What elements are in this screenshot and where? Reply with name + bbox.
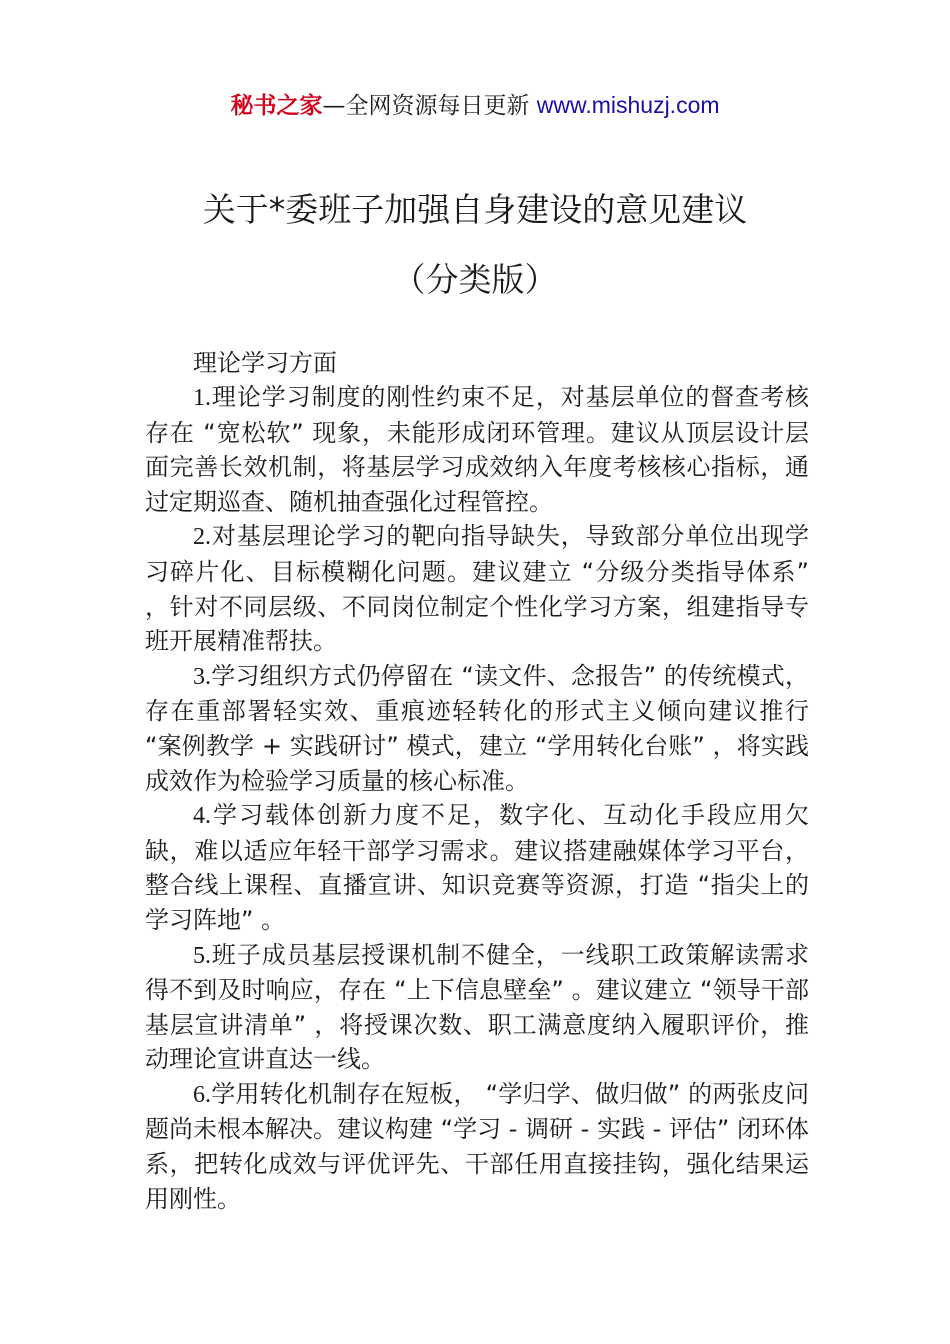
item-number: 3. bbox=[193, 663, 211, 690]
site-tagline: —全网资源每日更新 bbox=[322, 93, 537, 119]
list-item bbox=[145, 1077, 809, 1216]
list-item bbox=[145, 798, 809, 937]
item-number: 5. bbox=[193, 942, 211, 969]
item-number: 1. bbox=[193, 385, 211, 411]
item-number: 4. bbox=[193, 803, 211, 830]
item-number: 2. bbox=[193, 524, 211, 551]
document-body bbox=[145, 346, 809, 1216]
site-header bbox=[0, 88, 950, 123]
item-text: 理论学习制度的刚性约束不足，对基层单位的督查考核存在 “宽松软” 现象，未能形成闭环管理。建议从顶层设计层面完善长效机制，将基层学习成效纳入年度考核核心指标，通过定期巡查、随机抽查强化过程管控。 bbox=[145, 383, 809, 516]
item-text: 对基层理论学习的靶向指导缺失，导致部分单位出现学习碎片化、目标模糊化问题。建议建立 “分级分类指导体系” ，针对不同层级、不同岗位制定个性化学习方案，组建指导专班开展精准帮扶。 bbox=[145, 522, 809, 656]
item-text: 班子成员基层授课机制不健全，一线职工政策解读需求得不到及时响应，存在 “上下信息壁垒” 。建议建立 “领导干部基层宣讲清单” ，将授课次数、职工满意度纳入履职评价，推动理论宣讲直达一线。 bbox=[145, 940, 809, 1074]
item-number: 6. bbox=[193, 1081, 211, 1108]
item-text: 学习载体创新力度不足，数字化、互动化手段应用欠缺，难以适应年轻干部学习需求。建议搭建融媒体学习平台，整合线上课程、直播宣讲、知识竞赛等资源，打造 “指尖上的学习阵地” 。 bbox=[145, 801, 809, 934]
list-item bbox=[145, 380, 809, 519]
section-heading: 理论学习方面 bbox=[193, 349, 337, 377]
site-brand: 秘书之家 bbox=[230, 93, 323, 119]
document-title: 关于*委班子加强自身建设的意见建议 bbox=[202, 190, 748, 229]
list-item bbox=[145, 519, 809, 658]
list-item bbox=[145, 938, 809, 1077]
document-subtitle: （分类版） bbox=[392, 260, 558, 299]
item-text: 学习组织方式仍停留在 “读文件、念报告” 的传统模式，存在重部署轻实效、重痕迹轻转化的形式主义倾向建议推行 “案例教学 + 实践研讨” 模式，建立 “学用转化台账” ，将实践成效作为检验学习质量的核心标准。 bbox=[145, 661, 809, 795]
item-text: 学用转化机制存在短板， “学归学、做归做” 的两张皮问题尚未根本解决。建议构建 “学习 - 调研 - 实践 - 评估” 闭环体系，把转化成效与评优评先、干部任用直接挂钩，强化结果运用刚性。 bbox=[145, 1079, 809, 1213]
list-item bbox=[145, 659, 809, 798]
site-url-link[interactable]: www.mishuzj.com bbox=[536, 92, 720, 118]
